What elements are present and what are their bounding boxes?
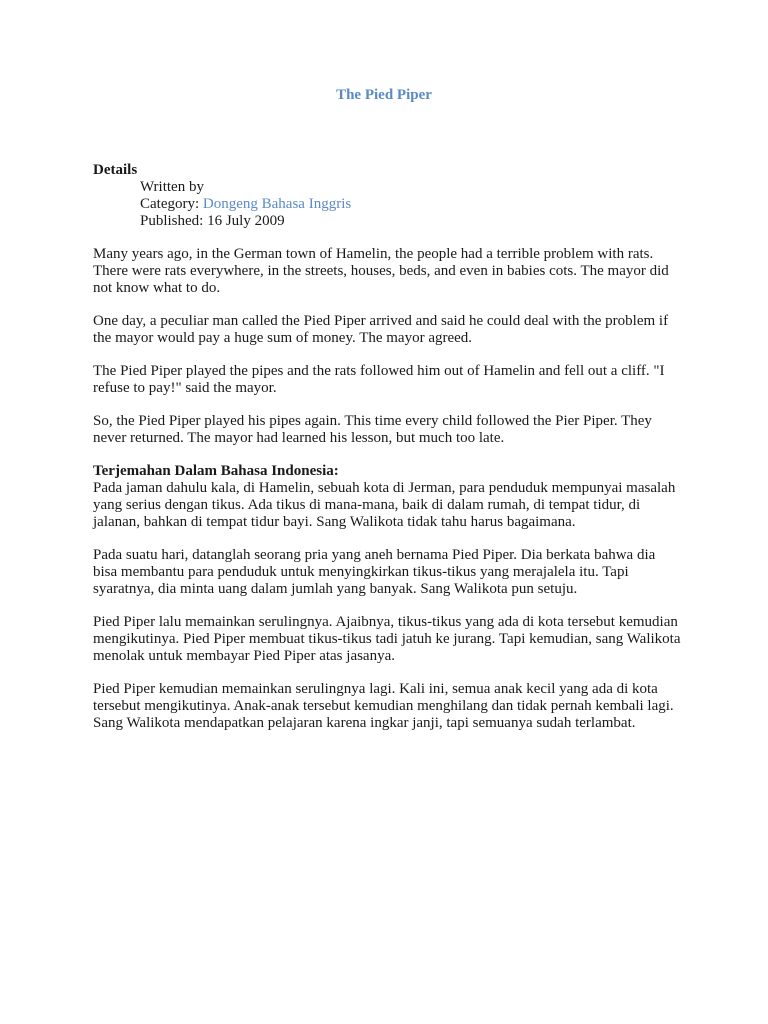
category-label: Category: — [140, 196, 203, 212]
indonesian-paragraph-4: Pied Piper kemudian memainkan serulingnya lagi. Kali ini, semua anak kecil yang ada di kota tersebut mengikutinya. Anak-anak tersebut kemudian menghilang dan tidak pernah kembali lagi. Sang Walikota mendapatkan pelajaran karena ingkar janji, tapi semuanya sudah terlambat. — [93, 681, 674, 731]
english-paragraph-2: One day, a peculiar man called the Pied Piper arrived and said he could deal with the problem if the mayor would pay a huge sum of money. The mayor agreed. — [93, 313, 669, 346]
details-meta — [140, 179, 683, 230]
article-body — [93, 162, 683, 732]
indonesian-heading: Terjemahan Dalam Bahasa Indonesia: — [93, 463, 339, 479]
details-heading: Details — [93, 162, 138, 178]
english-paragraph-1: Many years ago, in the German town of Hamelin, the people had a terrible problem with rats. There were rats everywhere, in the streets, houses, beds, and even in babies cots. The mayor did not know what to do. — [93, 246, 669, 296]
article-title[interactable]: The Pied Piper — [336, 87, 432, 103]
indonesian-paragraph-3: Pied Piper lalu memainkan serulingnya. Ajaibnya, tikus-tikus yang ada di kota tersebut kemudian mengikutinya. Pied Piper membuat tikus-tikus tadi jatuh ke jurang. Tapi kemudian, sang Walikota menolak untuk membayar Pied Piper atas jasanya. — [93, 614, 681, 664]
written-by: Written by — [140, 179, 204, 195]
category-line — [140, 196, 683, 213]
english-paragraph-4: So, the Pied Piper played his pipes again. This time every child followed the Pier Piper. They never returned. The mayor had learned his lesson, but much too late. — [93, 413, 652, 446]
published-date: Published: 16 July 2009 — [140, 213, 285, 229]
indonesian-paragraph-1: Pada jaman dahulu kala, di Hamelin, sebuah kota di Jerman, para penduduk mempunyai masalah yang serius dengan tikus. Ada tikus di mana-mana, baik di dalam rumah, di tempat tidur, di jalanan, bahkan di tempat tidur bayi. Sang Walikota tidak tahu harus bagaimana. — [93, 480, 676, 530]
english-paragraph-3: The Pied Piper played the pipes and the rats followed him out of Hamelin and fell out a cliff. "I refuse to pay!" said the mayor. — [93, 363, 665, 396]
category-link[interactable]: Dongeng Bahasa Inggris — [202, 196, 352, 212]
indonesian-paragraph-2: Pada suatu hari, datanglah seorang pria yang aneh bernama Pied Piper. Dia berkata bahwa dia bisa membantu para penduduk untuk menyingkirkan tikus-tikus yang merajalela itu. Tapi syaratnya, dia minta uang dalam jumlah yang banyak. Sang Walikota pun setuju. — [93, 547, 656, 597]
